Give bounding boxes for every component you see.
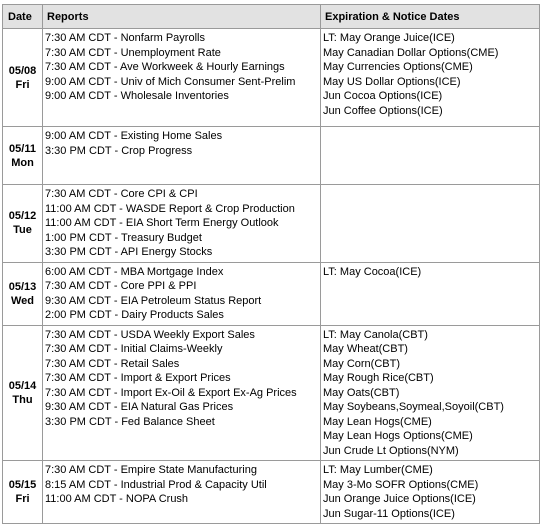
expirations-cell [321, 325, 540, 461]
expiration-item: LT: May Canola(CBT) [323, 328, 428, 341]
economic-calendar-table [2, 4, 540, 524]
weekday-value: Mon [11, 156, 34, 169]
day-row [3, 127, 540, 185]
header-row [3, 5, 540, 29]
report-item: 3:30 PM CDT - Fed Balance Sheet [45, 415, 215, 428]
day-row [3, 325, 540, 461]
report-item: 9:00 AM CDT - Wholesale Inventories [45, 90, 229, 102]
date-cell [3, 461, 43, 524]
reports-cell [43, 29, 321, 127]
day-row [3, 185, 540, 263]
report-item: 11:00 AM CDT - EIA Short Term Energy Outlook [45, 217, 279, 229]
report-item: 7:30 AM CDT - Retail Sales [45, 357, 180, 370]
weekday-value: Tue [13, 224, 32, 237]
report-item: 11:00 AM CDT - NOPA Crush [45, 493, 189, 505]
expirations-cell [321, 262, 540, 325]
expiration-item: Jun Crude Lt Options(NYM) [323, 444, 459, 457]
expiration-item: May 3-Mo SOFR Options(CME) [323, 478, 479, 491]
day-row [3, 29, 540, 127]
expiration-item: Jun Coffee Options(ICE) [323, 104, 443, 117]
date-value: 05/08 [8, 64, 37, 77]
expiration-item: LT: May Lumber(CME) [323, 464, 433, 476]
report-item: 2:00 PM CDT - Dairy Products Sales [45, 309, 224, 321]
report-item: 7:30 AM CDT - Unemployment Rate [45, 46, 221, 59]
reports-cell [43, 262, 321, 325]
report-item: 1:00 PM CDT - Treasury Budget [45, 231, 202, 244]
day-row [3, 461, 540, 524]
report-item: 9:00 AM CDT - Univ of Mich Consumer Sent-Prelim [45, 75, 296, 88]
report-item: 6:00 AM CDT - MBA Mortgage Index [45, 265, 224, 278]
expiration-item: May US Dollar Options(ICE) [323, 75, 461, 88]
expiration-item: Jun Sugar-11 Options(ICE) [323, 507, 455, 520]
date-cell [3, 262, 43, 325]
expiration-item: May Lean Hogs(CME) [323, 415, 432, 428]
expiration-item: May Corn(CBT) [323, 357, 401, 370]
expirations-cell [321, 127, 540, 185]
date-column-header: Date [3, 5, 43, 29]
report-item: 7:30 AM CDT - Nonfarm Payrolls [45, 32, 205, 44]
expiration-item: May Canadian Dollar Options(CME) [323, 46, 499, 59]
date-value: 05/13 [8, 280, 37, 293]
weekday-value: Fri [15, 78, 30, 91]
reports-column-header: Reports [43, 5, 321, 29]
expiration-item: May Currencies Options(CME) [323, 61, 473, 73]
report-item: 11:00 AM CDT - WASDE Report & Crop Production [45, 202, 295, 215]
weekday-value: Fri [15, 493, 30, 505]
expirations-cell [321, 29, 540, 127]
reports-cell [43, 325, 321, 461]
report-item: 8:15 AM CDT - Industrial Prod & Capacity Util [45, 478, 267, 491]
expiration-item: May Soybeans,Soymeal,Soyoil(CBT) [323, 401, 504, 413]
date-cell [3, 29, 43, 127]
date-value: 05/12 [8, 210, 37, 223]
expirations-cell [321, 461, 540, 524]
reports-cell [43, 461, 321, 524]
report-item: 7:30 AM CDT - Import Ex-Oil & Export Ex-Ag Prices [45, 386, 297, 399]
date-value: 05/15 [8, 479, 37, 491]
weekday-value: Thu [12, 393, 33, 406]
expiration-column-header: Expiration & Notice Dates [321, 5, 540, 29]
report-item: 7:30 AM CDT - Ave Workweek & Hourly Earnings [45, 61, 285, 73]
date-value: 05/11 [9, 142, 36, 155]
report-item: 3:30 PM CDT - API Energy Stocks [45, 246, 213, 258]
expiration-item: LT: May Orange Juice(ICE) [323, 32, 455, 44]
report-item: 7:30 AM CDT - Initial Claims-Weekly [45, 343, 223, 355]
expiration-item: Jun Cocoa Options(ICE) [323, 90, 443, 102]
date-cell [3, 325, 43, 461]
report-item: 9:30 AM CDT - EIA Petroleum Status Report [45, 294, 262, 307]
expiration-item: LT: May Cocoa(ICE) [323, 265, 422, 278]
weekday-value: Wed [10, 294, 35, 307]
report-item: 9:00 AM CDT - Existing Home Sales [45, 130, 223, 142]
reports-cell [43, 185, 321, 263]
expiration-item: Jun Orange Juice Options(ICE) [323, 493, 476, 505]
report-item: 7:30 AM CDT - Core CPI & CPI [45, 188, 198, 200]
expiration-item: May Lean Hogs Options(CME) [323, 430, 473, 442]
report-item: 7:30 AM CDT - Core PPI & PPI [45, 280, 197, 292]
reports-cell [43, 127, 321, 185]
report-item: 9:30 AM CDT - EIA Natural Gas Prices [45, 401, 234, 413]
report-item: 7:30 AM CDT - Empire State Manufacturing [45, 464, 257, 476]
expiration-item: May Rough Rice(CBT) [323, 372, 434, 384]
date-cell [3, 127, 43, 185]
report-item: 7:30 AM CDT - Import & Export Prices [45, 372, 231, 384]
report-item: 3:30 PM CDT - Crop Progress [45, 144, 193, 157]
date-cell [3, 185, 43, 263]
expirations-cell [321, 185, 540, 263]
expiration-item: May Wheat(CBT) [323, 343, 408, 355]
date-value: 05/14 [8, 379, 37, 392]
report-item: 7:30 AM CDT - USDA Weekly Export Sales [45, 328, 255, 341]
day-row [3, 262, 540, 325]
expiration-item: May Oats(CBT) [323, 386, 400, 399]
